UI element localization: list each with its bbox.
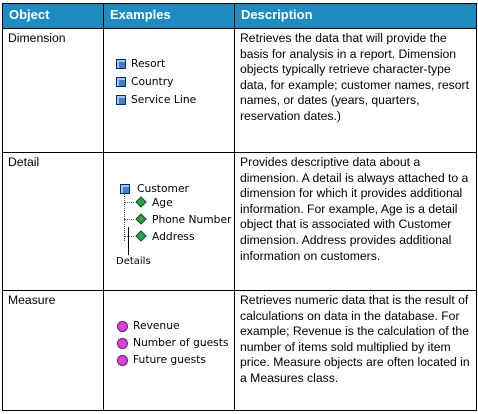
blue-cube-icon (116, 59, 126, 69)
examples-cell (104, 153, 235, 291)
tree-connector (124, 219, 134, 220)
description-cell: Retrieves the data that will provide the basis for analysis in a report. Dimension objects typically retrieve character-type data, for example; customer names, resort names, or dates (years, quarters, reservation dates.) (235, 29, 477, 153)
description-cell: Retrieves numeric data that is the result of calculations on data in the database. For example; Revenue is the calculation of the number of items sold multiplied by item price. Measure objects are often located in a Measures class. (235, 291, 477, 411)
green-diamond-icon (135, 196, 146, 207)
green-diamond-icon (135, 213, 146, 224)
table-row-measure (3, 291, 477, 411)
object-name: Measure (3, 291, 104, 411)
magenta-circle-icon (117, 321, 128, 332)
callout-label: Details (116, 256, 151, 267)
green-diamond-icon (135, 230, 146, 241)
tree-connector (124, 236, 134, 237)
table-row-dimension (3, 29, 477, 153)
description-cell: Provides descriptive data about a dimension. A detail is always attached to a dimension for which it provides additional information. For example, Age is a detail object that is associated with Customer dimension. Address provides additional information on customers. (235, 153, 477, 291)
header-object: Object (3, 4, 104, 29)
magenta-circle-icon (117, 355, 128, 366)
object-name: Dimension (3, 29, 104, 153)
header-row (3, 4, 477, 29)
example-item: Number of guests (133, 336, 229, 349)
example-item: Future guests (133, 353, 206, 366)
table-row-detail (3, 153, 477, 291)
example-parent: Customer (137, 182, 189, 195)
example-item: Revenue (133, 319, 180, 332)
examples-cell (104, 29, 235, 153)
callout-line (128, 227, 129, 255)
magenta-circle-icon (117, 338, 128, 349)
tree-connector (124, 202, 134, 203)
example-item: Service Line (131, 93, 197, 106)
header-examples: Examples (104, 4, 235, 29)
object-name: Detail (3, 153, 104, 291)
objects-table (2, 3, 477, 411)
header-description: Description (235, 4, 477, 29)
example-child: Phone Number (152, 213, 232, 226)
example-item: Country (131, 75, 174, 88)
example-child: Address (152, 230, 195, 243)
blue-cube-icon (116, 95, 126, 105)
blue-cube-icon (116, 77, 126, 87)
examples-cell (104, 291, 235, 411)
blue-cube-icon (120, 184, 130, 194)
example-child: Age (152, 196, 173, 209)
example-item: Resort (131, 57, 166, 70)
